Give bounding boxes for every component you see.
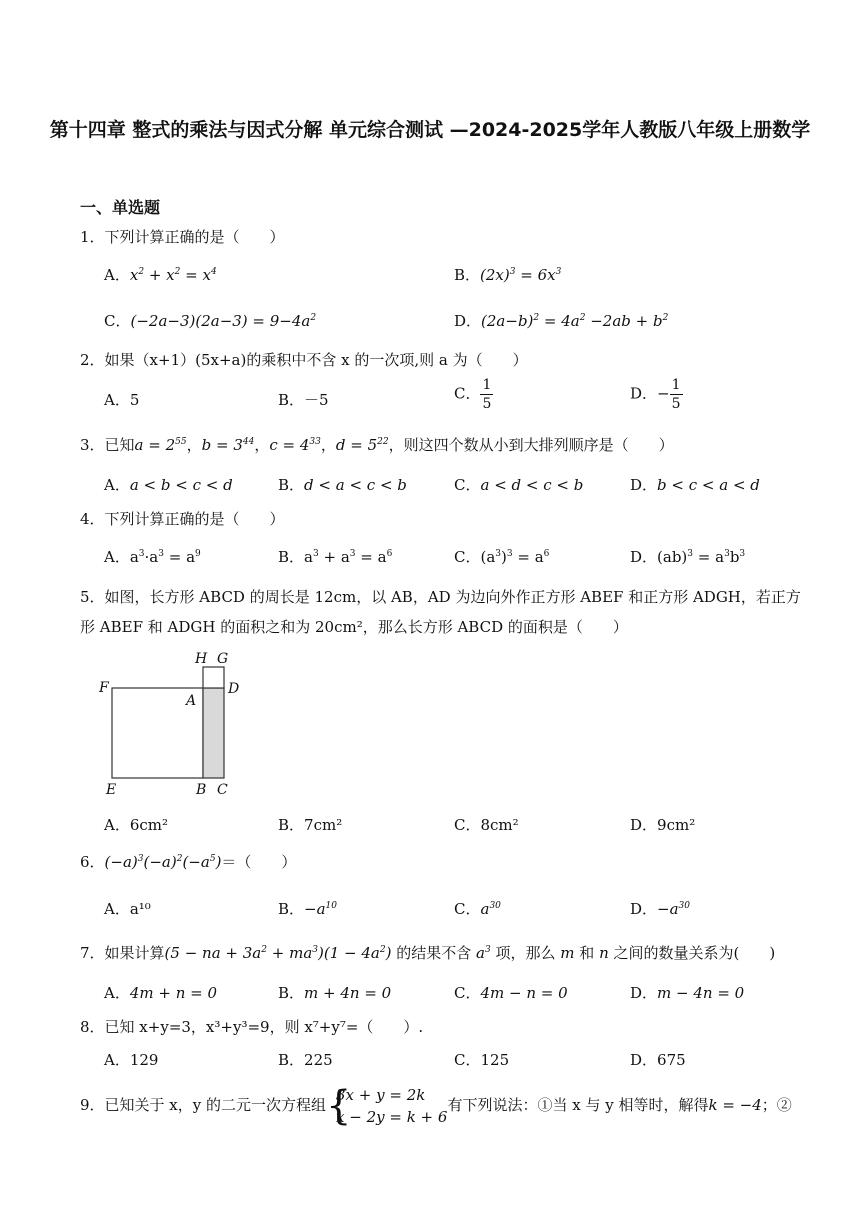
label-c: C bbox=[217, 782, 228, 798]
q5-option-b[interactable]: B．7cm² bbox=[278, 816, 343, 834]
q7-option-c[interactable]: C．4m − n = 0 bbox=[454, 984, 568, 1002]
label-d: D bbox=[228, 681, 240, 697]
q6-option-a[interactable]: A．a¹⁰ bbox=[104, 900, 151, 918]
square-adgh bbox=[203, 667, 224, 688]
q4-option-d[interactable]: D．$(ab)^3 = a^3b^3$ bbox=[630, 548, 746, 566]
question-8-stem: 8．已知 x+y=3，x³+y³=9，则 x⁷+y⁷=（ ）. bbox=[80, 1018, 424, 1036]
equation-system: { 3x + y = 2k x − 2y = k + 6 bbox=[326, 1083, 448, 1129]
q6-option-c[interactable]: C．$a^{30}$ bbox=[454, 900, 501, 918]
q3-option-c[interactable]: C．a < d < c < b bbox=[454, 476, 584, 494]
q4-option-a[interactable]: A．$a^3\cdot a^3 = a^9$ bbox=[104, 548, 201, 566]
q5-option-a[interactable]: A．6cm² bbox=[104, 816, 169, 834]
q8-option-c[interactable]: C．125 bbox=[454, 1051, 510, 1069]
question-9-stem: 9．已知关于 x，y 的二元一次方程组 { 3x + y = 2k x − 2y = k + 6 有下列说法：①当 x 与 y 相等时，解得k = −4；② bbox=[80, 1083, 792, 1129]
q6-option-b[interactable]: B．$-a^{10}$ bbox=[278, 900, 337, 918]
section-heading: 一、单选题 bbox=[80, 198, 161, 217]
q3-option-a[interactable]: A．a < b < c < d bbox=[104, 476, 233, 494]
q1-option-d[interactable]: D．$(2a-b)^2 = 4a^2 -2ab + b^2$ bbox=[454, 312, 669, 330]
question-4-stem: 4．下列计算正确的是（ ） bbox=[80, 510, 285, 528]
question-6-stem: 6．$(-a)^3(-a)^2(-a^5)=$（ ） bbox=[80, 853, 297, 871]
label-a: A bbox=[186, 693, 197, 709]
q4-option-b[interactable]: B．$a^3 + a^3 = a^6$ bbox=[278, 548, 393, 566]
label-f: F bbox=[99, 680, 109, 696]
q1-option-c[interactable]: C．$(-2a-3)(2a-3) = 9-4a^2$ bbox=[104, 312, 317, 330]
q2-option-c[interactable]: C． $\frac{1}{5}$ bbox=[454, 377, 492, 412]
q1-option-b[interactable]: B．$(2x)^3 = 6x^3$ bbox=[454, 266, 562, 284]
q8-option-d[interactable]: D．675 bbox=[630, 1051, 686, 1069]
q3-option-d[interactable]: D．b < c < a < d bbox=[630, 476, 760, 494]
q2-option-d[interactable]: D．− $\frac{1}{5}$ bbox=[630, 377, 681, 412]
q8-option-a[interactable]: A．129 bbox=[104, 1051, 159, 1069]
label-g: G bbox=[217, 651, 229, 667]
question-5-stem-line1: 5．如图，长方形 ABCD 的周长是 12cm，以 AB，AD 为边向外作正方形 ABEF 和正方形 ADGH，若正方 bbox=[80, 588, 801, 606]
question-2-stem: 2．如果（x+1）(5x+a)的乘积中不含 x 的一次项,则 a 为（ ） bbox=[80, 351, 528, 369]
q7-option-b[interactable]: B．m + 4n = 0 bbox=[278, 984, 392, 1002]
label-e: E bbox=[106, 782, 117, 798]
q7-option-d[interactable]: D．m − 4n = 0 bbox=[630, 984, 745, 1002]
q4-option-c[interactable]: C．$(a^3)^3 = a^6$ bbox=[454, 548, 550, 566]
q2-option-b[interactable]: B．－5 bbox=[278, 391, 329, 409]
rectangle-squares-figure bbox=[96, 648, 266, 800]
q1-option-a[interactable]: A．$x^2 + x^2 = x^4$ bbox=[104, 266, 217, 284]
q3-option-b[interactable]: B．d < a < c < b bbox=[278, 476, 407, 494]
q5-option-d[interactable]: D．9cm² bbox=[630, 816, 696, 834]
question-3-stem: 3．已知$a = 2^{55}$，$b = 3^{44}$，$c = 4^{33}$，$d = 5^{22}$，则这四个数从小到大排列顺序是（ ） bbox=[80, 436, 674, 454]
page-title: 第十四章 整式的乘法与因式分解 单元综合测试 —2024-2025学年人教版八年级上册数学 bbox=[49, 119, 811, 141]
question-7-stem: 7．如果计算(5 − na + $3a^2 + ma^3)(1 - 4a^2)$ 的结果不含 $a^3$ 项，那么 m 和 n 之间的数量关系为( ) bbox=[80, 944, 776, 962]
q5-option-c[interactable]: C．8cm² bbox=[454, 816, 519, 834]
q2-option-a[interactable]: A．5 bbox=[104, 391, 140, 409]
label-h: H bbox=[195, 651, 208, 667]
q7-option-a[interactable]: A．4m + n = 0 bbox=[104, 984, 218, 1002]
question-1-stem: 1．下列计算正确的是（ ） bbox=[80, 228, 285, 246]
q8-option-b[interactable]: B．225 bbox=[278, 1051, 333, 1069]
question-5-stem-line2: 形 ABEF 和 ADGH 的面积之和为 20cm²，那么长方形 ABCD 的面积是（ ） bbox=[80, 618, 628, 636]
q6-option-d[interactable]: D．$-a^{30}$ bbox=[630, 900, 690, 918]
rectangle-abcd bbox=[203, 688, 224, 778]
label-b: B bbox=[196, 782, 207, 798]
